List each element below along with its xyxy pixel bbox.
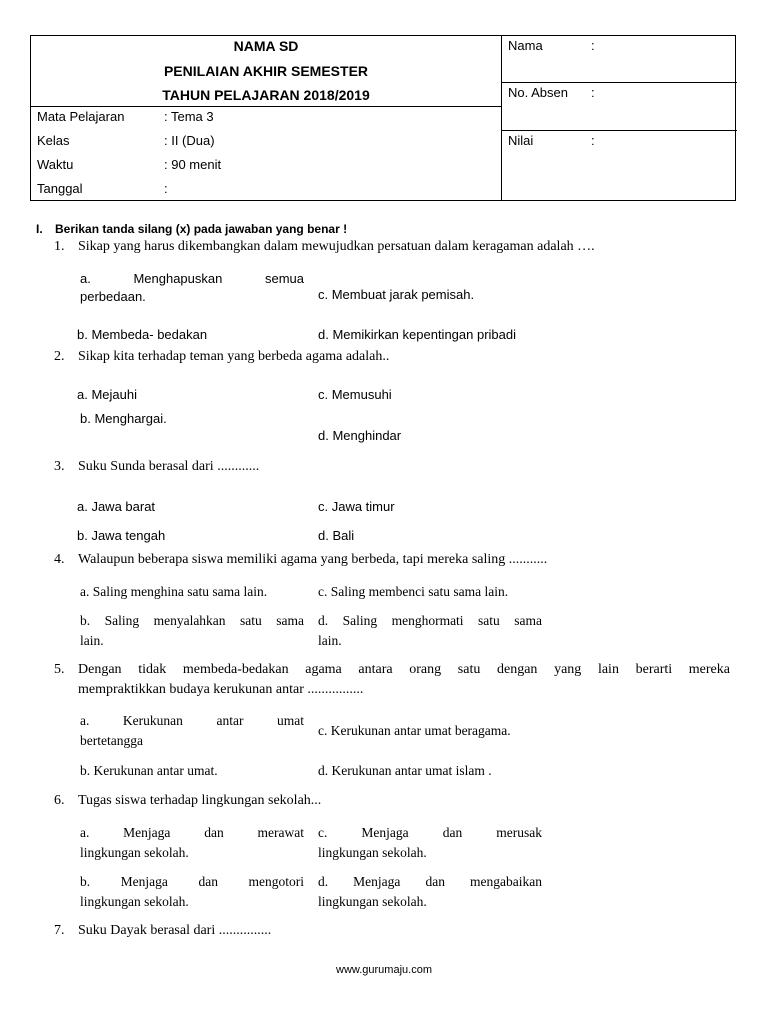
question-text: Suku Sunda berasal dari ............ bbox=[78, 459, 260, 474]
option-c[interactable]: c. Saling membenci satu sama lain. bbox=[318, 584, 509, 599]
option-b[interactable]: b. Menjaga dan mengotori bbox=[80, 874, 304, 889]
header-rule bbox=[31, 106, 501, 107]
option-a[interactable] bbox=[80, 271, 304, 286]
question-text: Sikap kita terhadap teman yang berbeda agama adalah.. bbox=[78, 349, 390, 364]
header-rule bbox=[501, 82, 737, 83]
option-d[interactable]: d. Bali bbox=[318, 528, 355, 543]
option-b[interactable]: b. Kerukunan antar umat. bbox=[80, 763, 218, 778]
field-label: Tanggal bbox=[37, 181, 83, 196]
section-number: I. bbox=[36, 222, 43, 236]
field-value: : 90 menit bbox=[164, 157, 222, 172]
option-b-cont: lain. bbox=[80, 633, 104, 648]
question-text-cont: mempraktikkan budaya kerukunan antar ................ bbox=[78, 682, 364, 697]
question-number: 2. bbox=[54, 349, 65, 364]
option-c[interactable]: c. Jawa timur bbox=[318, 499, 395, 514]
option-a-text: semua bbox=[264, 271, 304, 286]
field-label: Mata Pelajaran bbox=[37, 109, 125, 124]
field-label: Kelas bbox=[37, 133, 70, 148]
option-a[interactable]: a. Saling menghina satu sama lain. bbox=[80, 584, 268, 599]
question-number: 5. bbox=[54, 662, 65, 677]
nilai-label: Nilai bbox=[508, 133, 534, 148]
question-number: 3. bbox=[54, 459, 65, 474]
question-number: 1. bbox=[54, 239, 65, 254]
option-d[interactable]: d. Menjaga dan mengabaikan bbox=[318, 874, 542, 889]
footer-url: www.gurumaju.com bbox=[336, 964, 432, 976]
option-c-cont: lingkungan sekolah. bbox=[318, 845, 427, 860]
option-a-cont: bertetangga bbox=[80, 733, 143, 748]
option-a-cont: perbedaan. bbox=[80, 289, 146, 304]
question-text: Suku Dayak berasal dari ............... bbox=[78, 923, 272, 938]
school-year: TAHUN PELAJARAN 2018/2019 bbox=[162, 87, 370, 103]
option-a[interactable]: a. Mejauhi bbox=[77, 387, 137, 402]
question-number: 4. bbox=[54, 552, 65, 567]
question-text: Walaupun beberapa siswa memiliki agama yang berbeda, tapi mereka saling ........... bbox=[78, 552, 548, 567]
name-colon: : bbox=[591, 38, 595, 53]
school-name: NAMA SD bbox=[233, 38, 299, 54]
option-d[interactable]: d. Saling menghormati satu sama bbox=[318, 613, 542, 628]
option-a[interactable]: a. Kerukunan antar umat bbox=[80, 713, 304, 728]
option-d-cont: lingkungan sekolah. bbox=[318, 894, 427, 909]
question-text: Tugas siswa terhadap lingkungan sekolah... bbox=[78, 793, 322, 808]
option-a-text: Menghapuskan bbox=[133, 271, 223, 286]
option-a-cont: lingkungan sekolah. bbox=[80, 845, 189, 860]
option-d-cont: lain. bbox=[318, 633, 342, 648]
option-c[interactable]: c. Kerukunan antar umat beragama. bbox=[318, 723, 511, 738]
option-b-cont: lingkungan sekolah. bbox=[80, 894, 189, 909]
name-label: Nama bbox=[508, 38, 543, 53]
question-text: Sikap yang harus dikembangkan dalam mewujudkan persatuan dalam keragaman adalah …. bbox=[78, 239, 595, 254]
field-value: : Tema 3 bbox=[164, 109, 214, 124]
exam-title: PENILAIAN AKHIR SEMESTER bbox=[163, 63, 369, 79]
option-b[interactable]: b. Saling menyalahkan satu sama bbox=[80, 613, 304, 628]
absen-label: No. Absen bbox=[508, 85, 568, 100]
option-b[interactable]: b. Menghargai. bbox=[80, 411, 167, 426]
option-d[interactable]: d. Menghindar bbox=[318, 428, 402, 443]
option-a[interactable]: a. Jawa barat bbox=[77, 499, 156, 514]
section-instruction: Berikan tanda silang (x) pada jawaban yang benar ! bbox=[55, 222, 348, 236]
header-rule bbox=[501, 130, 737, 131]
question-number: 6. bbox=[54, 793, 65, 808]
option-c[interactable]: c. Memusuhi bbox=[318, 387, 392, 402]
option-b[interactable]: b. Membeda- bedakan bbox=[77, 327, 208, 342]
nilai-colon: : bbox=[591, 133, 595, 148]
field-value: : II (Dua) bbox=[164, 133, 215, 148]
option-c[interactable]: c. Menjaga dan merusak bbox=[318, 825, 542, 840]
option-c[interactable]: c. Membuat jarak pemisah. bbox=[318, 287, 475, 302]
header-table bbox=[30, 35, 736, 201]
option-a-text: a. bbox=[80, 271, 91, 286]
header-divider bbox=[501, 36, 502, 200]
option-b[interactable]: b. Jawa tengah bbox=[77, 528, 166, 543]
field-label: Waktu bbox=[37, 157, 74, 172]
question-number: 7. bbox=[54, 923, 65, 938]
field-value: : bbox=[164, 181, 168, 196]
absen-colon: : bbox=[591, 85, 595, 100]
option-a[interactable]: a. Menjaga dan merawat bbox=[80, 825, 304, 840]
option-d[interactable]: d. Memikirkan kepentingan pribadi bbox=[318, 327, 516, 342]
question-text: Dengan tidak membeda-bedakan agama antara orang satu dengan yang lain berarti mereka bbox=[78, 662, 730, 677]
option-d[interactable]: d. Kerukunan antar umat islam . bbox=[318, 763, 492, 778]
